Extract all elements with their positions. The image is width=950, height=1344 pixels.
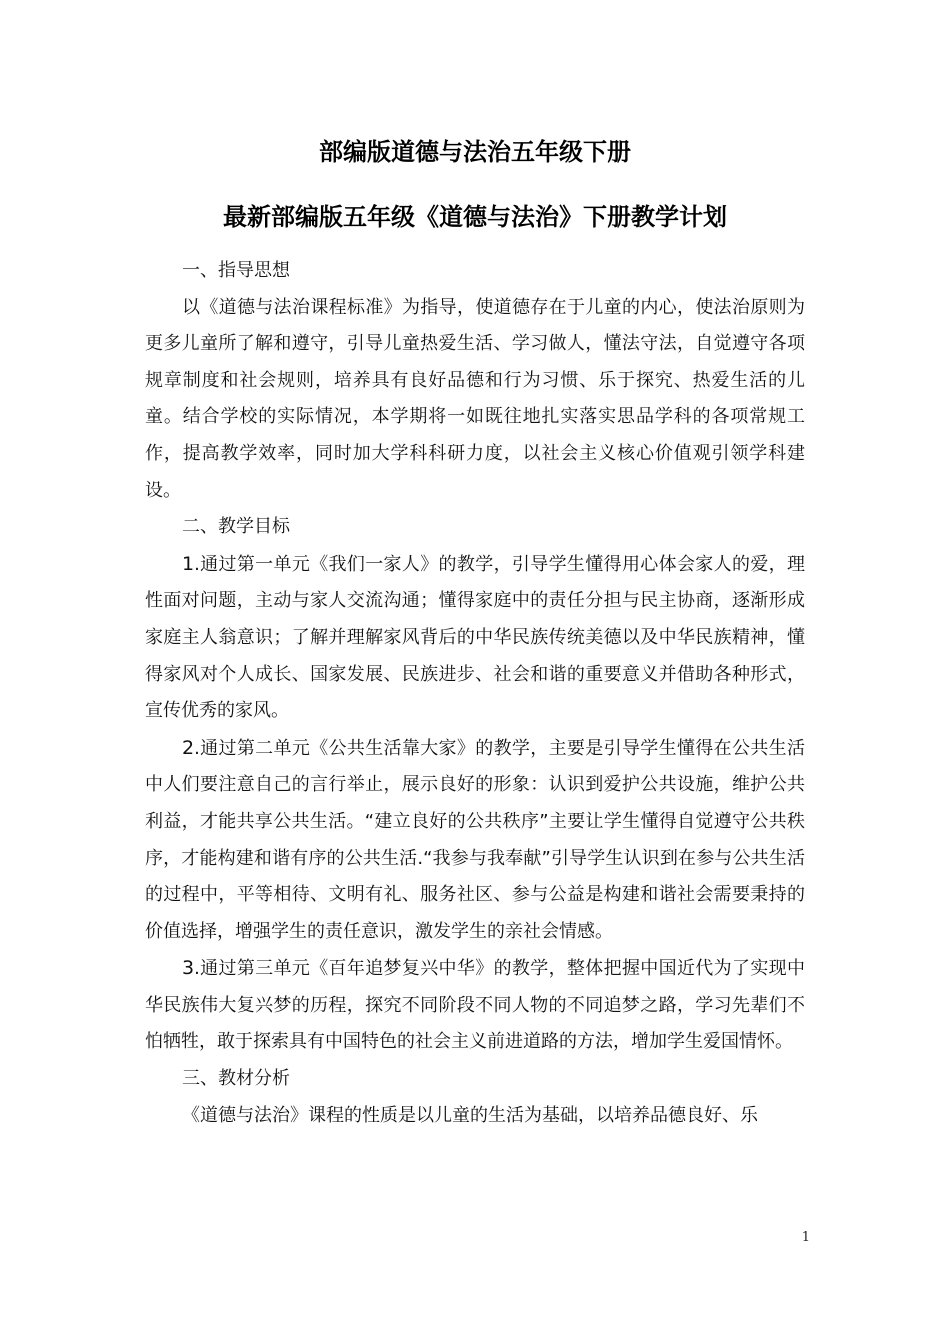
page-number: 1 [801,1230,810,1245]
section-heading-guiding-ideology: 一、指导思想 [182,260,290,281]
document-body [145,253,805,1134]
goal-item-2 [145,730,805,951]
goal-item-1 [145,546,805,730]
document-subtitle: 最新部编版五年级《道德与法治》下册教学计划 [223,203,727,231]
goal-text: .通过第二单元《公共生活靠大家》的教学，主要是引导学生懂得在公共生活中人们要注意自己的言行举止，展示良好的形象：认识到爱护公共设施，维护公共利益，才能共享公共生活。“建立良好的公共秩序”主要让学生懂得自觉遵守公共秩序，才能构建和谐有序的公共生活.“我参与我奉献”引导学生认识到在参与公共生活的过程中，平等相待、文明有礼、服务社区、参与公益是构建和谐社会需要秉持的价值选择，增强学生的责任意识，激发学生的亲社会情感。 [145,737,805,942]
goal-item-3 [145,950,805,1061]
goal-number: 1 [182,552,195,575]
document-title: 部编版道德与法治五年级下册 [319,138,631,166]
goal-number: 3 [182,957,195,980]
paragraph-guiding-ideology: 以《道德与法治课程标准》为指导，使道德存在于儿童的内心，使法治原则为更多儿童所了解和遵守，引导儿童热爱生活、学习做人，懂法守法，自觉遵守各项规章制度和社会规则，培养具有良好品德和行为习惯、乐于探究、热爱生活的儿童。结合学校的实际情况，本学期将一如既往地扎实落实思品学科的各项常规工作，提高教学效率，同时加大学科科研力度，以社会主义核心价值观引领学科建设。 [145,296,805,501]
goal-text: .通过第一单元《我们一家人》的教学，引导学生懂得用心体会家人的爱，理性面对问题，主动与家人交流沟通；懂得家庭中的责任分担与民主协商，逐渐形成家庭主人翁意识；了解并理解家风背后的中华民族传统美德以及中华民族精神，懂得家风对个人成长、国家发展、民族进步、社会和谐的重要意义并借助各种形式，宣传优秀的家风。 [145,553,805,722]
paragraph-textbook-analysis: 《道德与法治》课程的性质是以儿童的生活为基础，以培养品德良好、乐 [182,1104,758,1126]
section-heading-teaching-goals: 二、教学目标 [182,516,290,538]
goal-text: .通过第三单元《百年追梦复兴中华》的教学，整体把握中国近代为了实现中华民族伟大复兴梦的历程，探究不同阶段不同人物的不同追梦之路，学习先辈们不怕牺牲，敢于探索具有中国特色的社会主义前进道路的方法，增加学生爱国情怀。 [145,958,805,1053]
section-heading-textbook-analysis: 三、教材分析 [182,1068,290,1090]
goal-number: 2 [182,736,195,759]
